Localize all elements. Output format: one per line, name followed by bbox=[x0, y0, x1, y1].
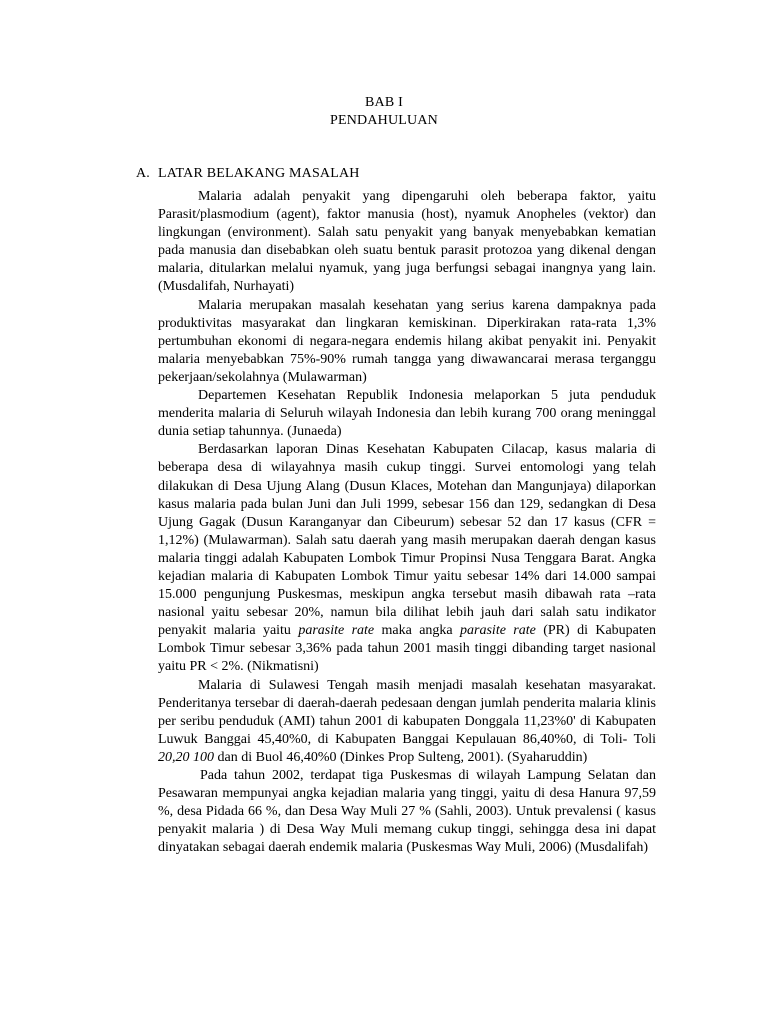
paragraph-4-italic-term-a: parasite rate bbox=[298, 623, 375, 639]
body-text bbox=[158, 188, 656, 857]
paragraph-4-italic-term-b: parasite rate bbox=[460, 623, 536, 639]
paragraph-4 bbox=[158, 441, 656, 676]
paragraph-5-text-a: Malaria di Sulawesi Tengah masih menjadi masalah kesehatan masyarakat. Penderitanya tersebar di daerah-daerah pedesaan dengan jumlah penderita malaria klinis per seribu penduduk (AMI) tahun 2001 di kabupaten Donggala 11,23%0' di Kabupaten Luwuk Banggai 45,40%0, di Kabupaten Banggai Kepulauan 86,40%0, di Toli- Toli bbox=[158, 677, 656, 747]
paragraph-1: Malaria adalah penyakit yang dipengaruhi oleh beberapa faktor, yaitu Parasit/plasmodium (agent), faktor manusia (host), nyamuk Anopheles (vektor) dan lingkungan (environment). Salah satu penyakit yang banyak menyebabkan kematian pada manusia dan disebabkan oleh suatu bentuk parasit protozoa yang dikenal dengan malaria, ditularkan melalui nyamuk, yang juga berfungsi sebagai inangnya yang lain. (Musdalifah, Nurhayati) bbox=[158, 189, 656, 295]
paragraph-5-italic-value: 20,20 100 bbox=[158, 749, 214, 765]
paragraph-4-text-a: Berdasarkan laporan Dinas Kesehatan Kabupaten Cilacap, kasus malaria di beberapa desa di wilayahnya masih cukup tinggi. Survei entomologi yang telah dilakukan di Desa Ujung Alang (Dusun Klaces, Motehan dan Mangunjaya) dilaporkan kasus malaria pada bulan Juni dan Juli 1999, sebesar 156 dan 129, sedangkan di Desa Ujung Gagak (Dusun Karanganyar dan Cibeurum) sebesar 52 dan 17 kasus (CFR = 1,12%) (Mulawarman). Salah satu daerah yang masih merupakan daerah dengan kasus malaria tinggi adalah Kabupaten Lombok Timur Propinsi Nusa Tenggara Barat. Angka kejadian malaria di Kabupaten Lombok Timur yaitu sebesar 14% dari 14.000 sampai 15.000 pengunjung Puskesmas, meskipun angka tersebut masih dibawah rata –rata nasional yaitu sebesar 20%, namun bila dilihat lebih jauh dari salah satu indikator penyakit malaria yaitu bbox=[158, 442, 656, 639]
paragraph-5 bbox=[158, 677, 656, 767]
section-marker: A. bbox=[136, 166, 151, 181]
chapter-title: PENDAHULUAN bbox=[330, 113, 438, 128]
section-heading bbox=[136, 165, 360, 183]
section-title: LATAR BELAKANG MASALAH bbox=[158, 166, 360, 181]
paragraph-3: Departemen Kesehatan Republik Indonesia melaporkan 5 juta penduduk menderita malaria di Seluruh wilayah Indonesia dan lebih kurang 700 orang meninggal dunia setiap tahunnya. (Junaeda) bbox=[158, 388, 656, 440]
paragraph-4-text-b: maka angka bbox=[374, 623, 461, 639]
paragraph-4-text-c: (PR) di Kabupaten Lombok Timur sebesar 3,36% pada tahun 2001 masih tinggi dibanding target nasional yaitu PR < 2%. (Nikmatisni) bbox=[158, 623, 656, 675]
paragraph-5-text-b: dan di Buol 46,40%0 (Dinkes Prop Sulteng, 2001). (Syaharuddin) bbox=[214, 749, 588, 765]
chapter-number: BAB I bbox=[365, 95, 403, 110]
paragraph-6: Pada tahun 2002, terdapat tiga Puskesmas di wilayah Lampung Selatan dan Pesawaran mempunyai angka kejadian malaria yang tinggi, yaitu di desa Hanura 97,59 %, desa Pidada 66 %, dan Desa Way Muli 27 % (Sahli, 2003). Untuk prevalensi ( kasus penyakit malaria ) di Desa Way Muli memang cukup tinggi, sehingga desa ini dapat dinyatakan sebagai daerah endemik malaria (Puskesmas Way Muli, 2006) (Musdalifah) bbox=[158, 768, 656, 856]
paragraph-2: Malaria merupakan masalah kesehatan yang serius karena dampaknya pada produktivitas masyarakat dan lingkaran kemiskinan. Diperkirakan rata-rata 1,3% pertumbuhan ekonomi di negara-negara endemis hilang akibat penyakit ini. Penyakit malaria menyebabkan 75%-90% rumah tangga yang diwawancarai merasa terganggu pekerjaan/sekolahnya (Mulawarman) bbox=[158, 297, 656, 385]
